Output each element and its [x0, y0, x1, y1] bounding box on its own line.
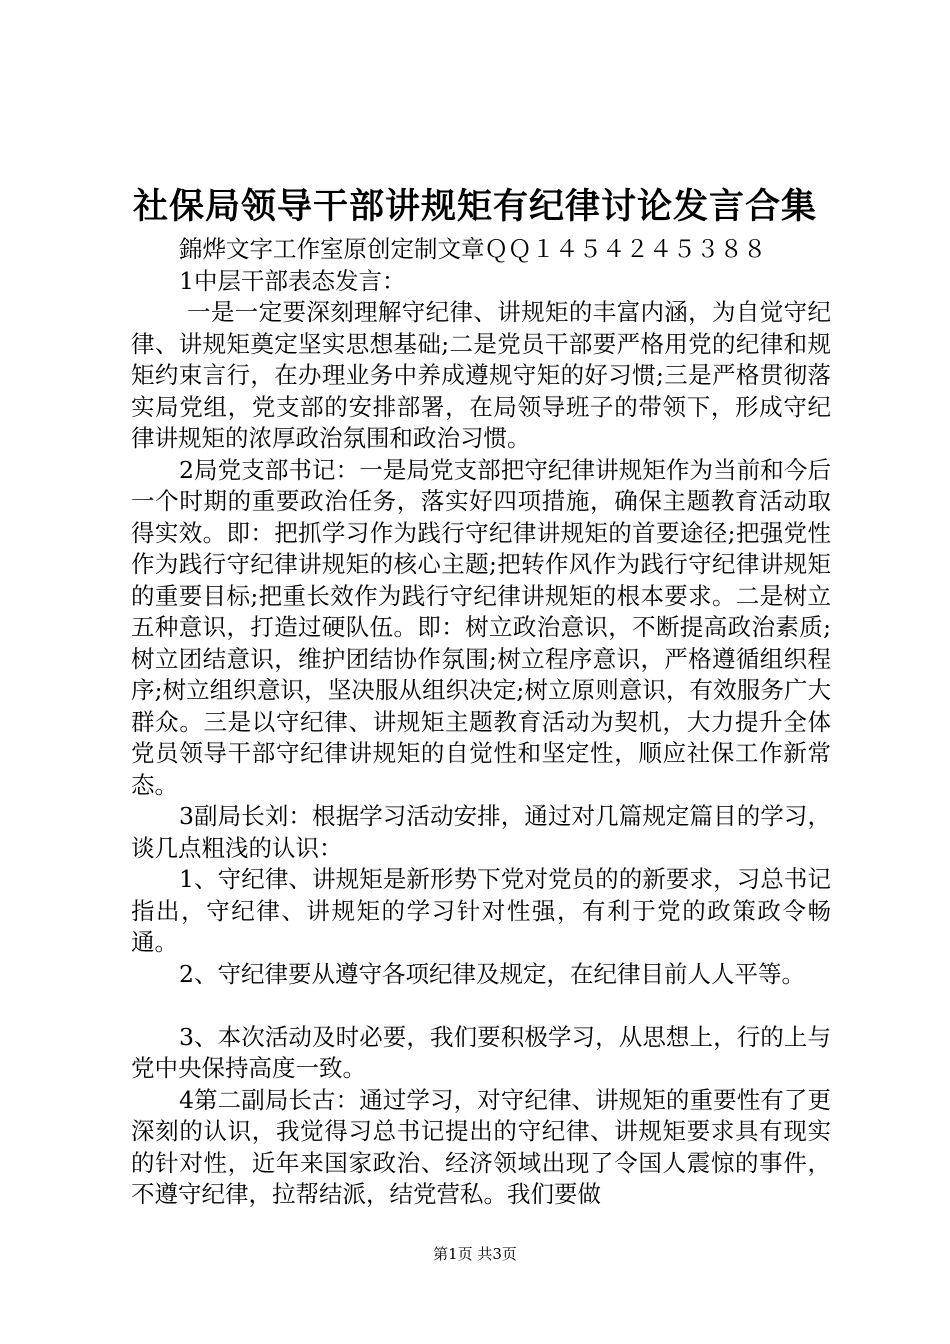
paragraph-3-item-3: 3、本次活动及时必要，我们要积极学习，从思想上，行的上与党中央保持高度一致。 — [131, 1022, 831, 1082]
page-footer: 第1页 共3页 — [433, 1245, 517, 1263]
paragraph-3: 3副局长刘：根据学习活动安排，通过对几篇规定篇目的学习，谈几点粗浅的认识： — [131, 802, 831, 862]
paragraph-3-item-1: 1、守纪律、讲规矩是新形势下党对党员的的新要求，习总书记指出，守纪律、讲规矩的学习针对性强，有利于党的政策政令畅通。 — [131, 865, 831, 956]
paragraph-2: 2局党支部书记：一是局党支部把守纪律讲规矩作为当前和今后一个时期的重要政治任务，落实好四项措施，确保主题教育活动取得实效。即：把抓学习作为践行守纪律讲规矩的首要途径;把强党性作为践行守纪律讲规矩的核心主题;把转作风作为践行守纪律讲规矩的重要目标;把重长效作为践行守纪律讲规矩的根本要求。二是树立五种意识，打造过硬队伍。即：树立政治意识，不断提高政治素质;树立团结意识，维护团结协作氛围;树立程序意识，严格遵循组织程序;树立组织意识，坚决服从组织决定;树立原则意识，有效服务广大群众。三是以守纪律、讲规矩主题教育活动为契机，大力提升全体党员领导干部守纪律讲规矩的自觉性和坚定性，顺应社保工作新常态。 — [131, 455, 831, 799]
blank-line — [131, 990, 831, 1022]
copyright-line: 錦烨文字工作室原创定制文章ＱＱ１４５４２４５３８８ — [179, 235, 767, 263]
document-body — [131, 234, 831, 1211]
paragraph-1: 一是一定要深刻理解守纪律、讲规矩的丰富内涵，为自觉守纪律、讲规矩奠定坚实思想基础;二是党员干部要严格用党的纪律和规矩约束言行，在办理业务中养成遵规守矩的好习惯;三是严格贯彻落实局党组，党支部的安排部署，在局领导班子的带领下，形成守纪律讲规矩的浓厚政治氛围和政治习惯。 — [131, 298, 831, 452]
paragraph-heading-1: 1中层干部表态发言： — [179, 266, 406, 295]
paragraph-3-item-2: 2、守纪律要从遵守各项纪律及规定，在纪律目前人人平等。 — [179, 959, 805, 988]
document-title: 社保局领导干部讲规矩有纪律讨论发言合集 — [132, 186, 817, 227]
paragraph-4: 4第二副局长古：通过学习，对守纪律、讲规矩的重要性有了更深刻的认识，我觉得习总书记提出的守纪律、讲规矩要求具有现实的针对性，近年来国家政治、经济领域出现了令国人震惊的事件，不遵守纪律，拉帮结派，结党营私。我们要做 — [131, 1085, 831, 1208]
